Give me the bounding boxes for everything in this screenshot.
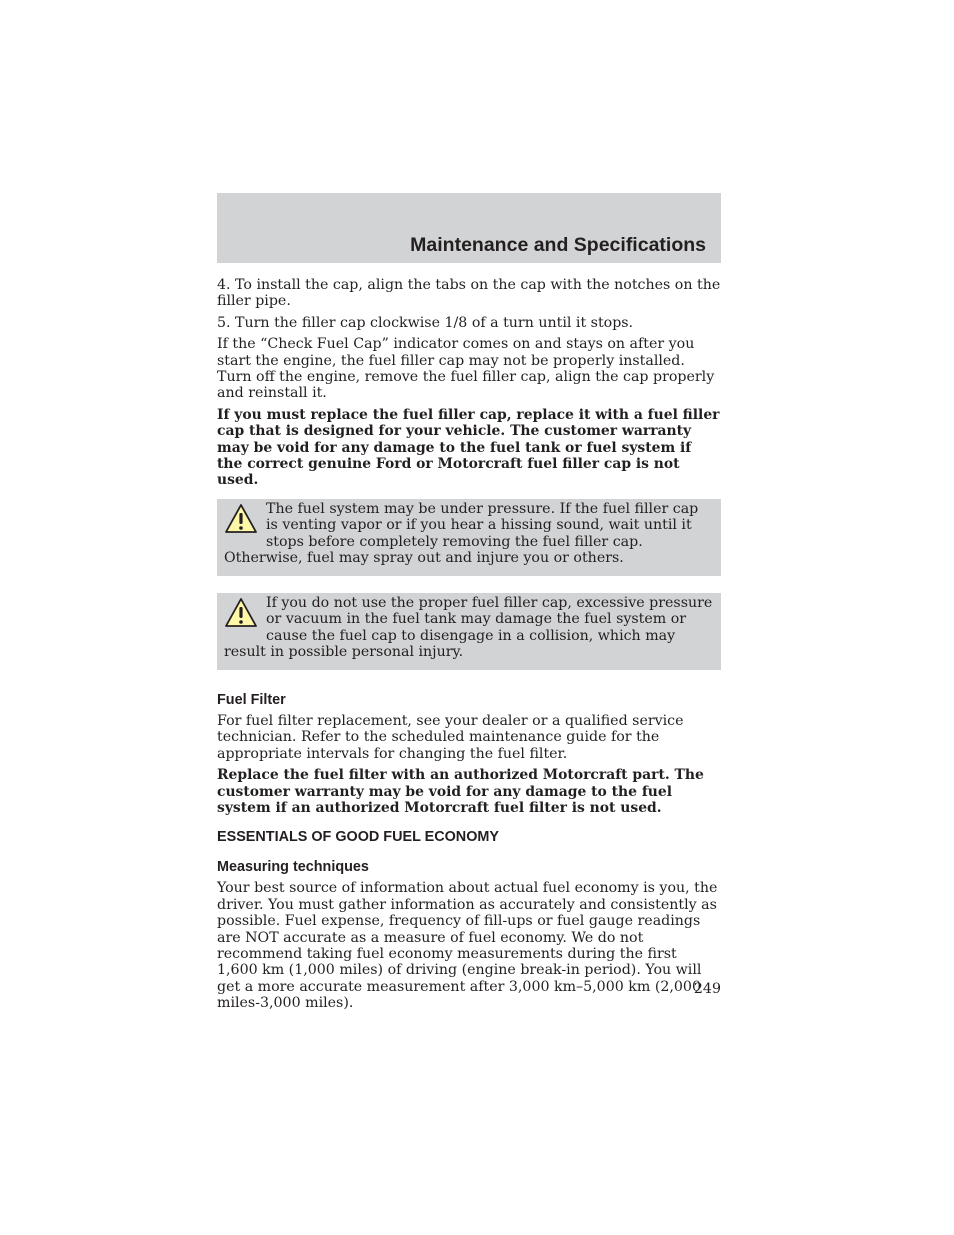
step-4-paragraph: 4. To install the cap, align the tabs on the cap with the notches on the filler pipe. bbox=[217, 277, 721, 310]
warning-filler-cap-text: If you do not use the proper fuel filler cap, excessive pressure or vacuum in the fuel tank may damage the fuel system or cause the fuel cap to disengage in a collision, which may result in possible personal injury. bbox=[224, 594, 713, 661]
step-5-paragraph: 5. Turn the filler cap clockwise 1/8 of a turn until it stops. bbox=[217, 314, 634, 331]
fuel-filter-paragraph: For fuel filter replacement, see your dealer or a qualified service technician. Refer to the scheduled maintenance guide for the appropriate intervals for changing the fuel filter. bbox=[217, 712, 684, 762]
page-number: 249 bbox=[693, 981, 721, 997]
essentials-heading: ESSENTIALS OF GOOD FUEL ECONOMY bbox=[217, 829, 499, 846]
warning-triangle-icon bbox=[224, 597, 258, 629]
replace-cap-warning-text: If you must replace the fuel filler cap, replace it with a fuel filler cap that is designed for your vehicle. The customer warranty may be void for any damage to the fuel tank or fuel system if the correct genuine Ford or Motorcraft fuel filler cap is not used. bbox=[217, 406, 720, 489]
measuring-techniques-paragraph: Your best source of information about actual fuel economy is you, the driver. You must gather information as accurately and consistently as possible. Fuel expense, frequency of fill-ups or fuel gauge readings are NOT accurate as a measure of fuel economy. We do not recommend taking fuel economy measurements during the first 1,600 km (1,000 miles) of driving (engine break-in period). You will get a more accurate measurement after 3,000 km–5,000 km (2,000 miles-3,000 miles). bbox=[217, 880, 718, 1012]
measuring-techniques-heading: Measuring techniques bbox=[217, 859, 369, 876]
warning-triangle-icon bbox=[224, 503, 258, 535]
section-header-band bbox=[217, 193, 721, 263]
warning-box-filler-cap bbox=[217, 593, 721, 670]
warning-box-pressure bbox=[217, 499, 721, 576]
fuel-filter-heading: Fuel Filter bbox=[217, 691, 286, 708]
check-fuel-cap-paragraph: If the “Check Fuel Cap” indicator comes on and stays on after you start the engine, the fuel filler cap may not be properly installed. Turn off the engine, remove the fuel filler cap, align the cap properly and reinstall it. bbox=[217, 336, 715, 402]
section-title: Maintenance and Specifications bbox=[410, 234, 706, 256]
page-content bbox=[217, 277, 721, 1012]
warning-pressure-text: The fuel system may be under pressure. If the fuel filler cap is venting vapor or if you hear a hissing sound, wait until it stops before completely removing the fuel filler cap. Otherwise, fuel may spray out and injure you or others. bbox=[224, 500, 699, 567]
fuel-filter-warranty-text: Replace the fuel filter with an authorized Motorcraft part. The customer warranty may be void for any damage to the fuel system if an authorized Motorcraft fuel filter is not used. bbox=[217, 767, 704, 816]
